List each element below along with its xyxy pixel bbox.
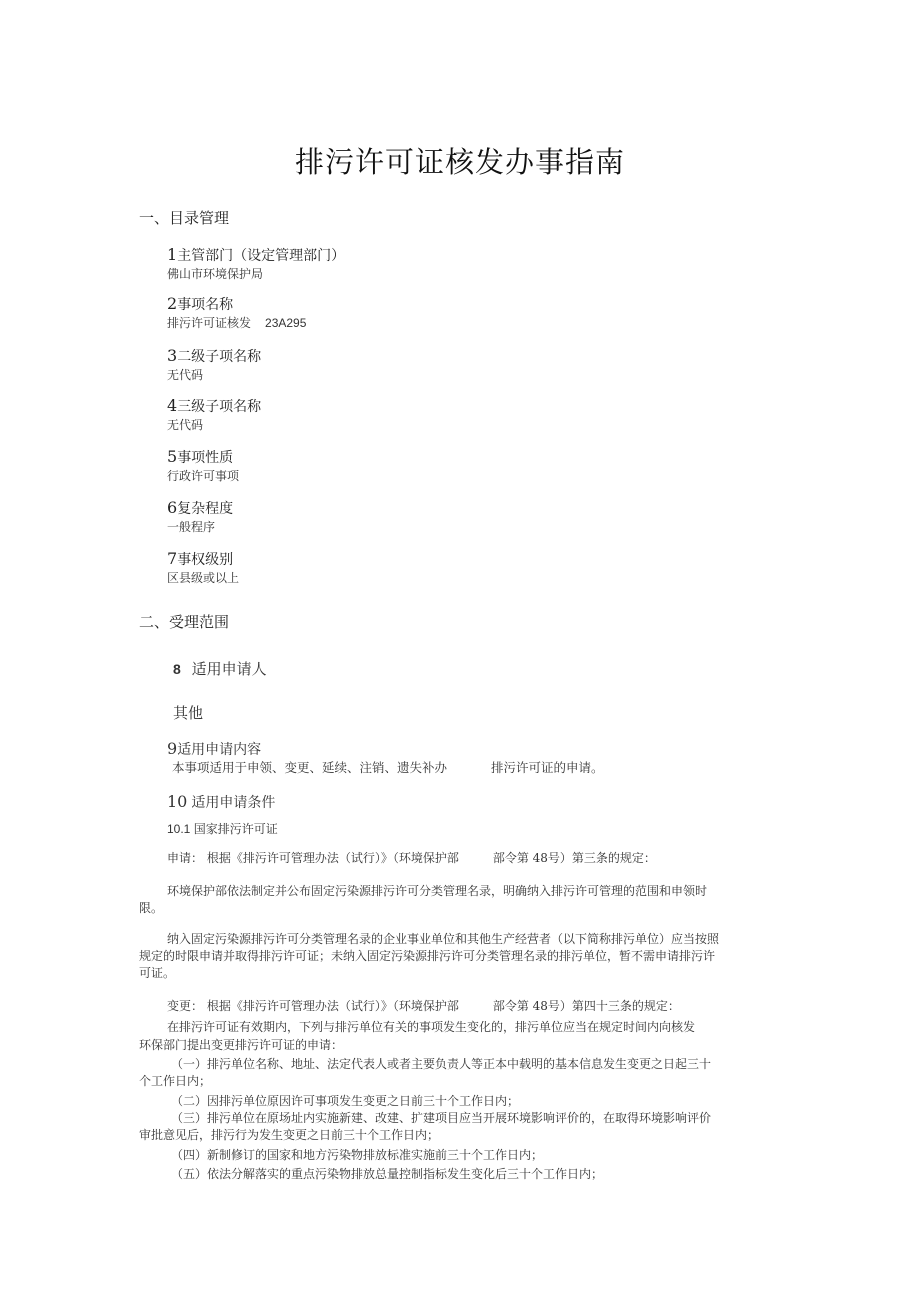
paragraph: 纳入固定污染源排污许可分类管理名录的企业事业单位和其他生产经营者（以下简称排污单位）应当按照规定的时限申请并取得排污许可证；未纳入固定污染源排污许可分类管理名录的排污单位，暂不需申请排污许可证。 xyxy=(139,932,720,980)
item-label: 适用申请条件 xyxy=(191,795,276,811)
change-text: 部令第 48号）第四十三条的规定： xyxy=(492,999,680,1013)
section-heading-catalog: 一、目录管理 xyxy=(139,209,230,227)
item-7 xyxy=(167,550,239,586)
item-2 xyxy=(167,295,306,331)
item-8-value: 其他 xyxy=(173,704,204,722)
item-number: 5 xyxy=(167,447,178,466)
item-value: 一般程序 xyxy=(167,520,216,534)
item-5 xyxy=(167,448,239,484)
change-line xyxy=(167,998,680,1015)
list-item: （一）排污单位名称、地址、法定代表人或者主要负责人等正本中载明的基本信息发生变更之日起三十个工作日内； xyxy=(139,1057,712,1088)
item-number: 10 xyxy=(167,792,188,811)
item-number: 9 xyxy=(167,739,178,758)
item-value: 佛山市环境保护局 xyxy=(167,267,264,281)
section-heading-scope: 二、受理范围 xyxy=(139,613,230,631)
item-value: 排污许可证核发 xyxy=(167,316,252,330)
apply-text: 申请： 根据《排污许可管理办法（试行）》（环境保护部 xyxy=(167,851,459,865)
list-item: （四）新制修订的国家和地方污染物排放标准实施前三十个工作日内； xyxy=(171,1148,544,1162)
item-code: 23A295 xyxy=(265,316,307,330)
item-number: 8 xyxy=(173,661,181,677)
item-4 xyxy=(167,397,261,433)
list-item: （五）依法分解落实的重点污染物排放总量控制指标发生变化后三十个工作日内； xyxy=(171,1167,604,1181)
list-item: （二）因排污单位原因许可事项发生变更之日前三十个工作日内； xyxy=(171,1094,520,1108)
item-label: 适用申请内容 xyxy=(177,742,262,758)
item-9-heading xyxy=(167,740,261,759)
apply-text: 部令第 48号）第三条的规定： xyxy=(492,851,656,865)
item-number: 2 xyxy=(167,294,178,313)
change-text: 变更： 根据《排污许可管理办法（试行）》（环境保护部 xyxy=(167,999,459,1013)
list-item: （三）排污单位在原场址内实施新建、改建、扩建项目应当开展环境影响评价的，在取得环境影响评价审批意见后，排污行为发生变更之日前三十个工作日内； xyxy=(139,1111,712,1142)
item-label: 事权级别 xyxy=(177,552,234,568)
paragraph-line: 环保部门提出变更排污许可证的申请： xyxy=(139,1038,344,1052)
item-label: 三级子项名称 xyxy=(177,399,262,415)
apply-line xyxy=(167,850,656,867)
item-3 xyxy=(167,347,261,383)
item-value: 行政许可事项 xyxy=(167,469,240,483)
item-label: 适用申请人 xyxy=(191,660,267,678)
item-number: 6 xyxy=(167,498,178,517)
item-10-heading xyxy=(167,793,275,812)
page-title: 排污许可证核发办事指南 xyxy=(294,145,625,179)
item-6 xyxy=(167,499,233,535)
item-value: 无代码 xyxy=(167,418,204,432)
item-value: 区县级或以上 xyxy=(167,571,240,585)
item-value: 无代码 xyxy=(167,368,204,382)
item-number: 4 xyxy=(167,396,178,415)
item-value-part: 本事项适用于申领、变更、延续、注销、遗失补办 xyxy=(172,760,448,775)
item-label: 事项性质 xyxy=(177,450,234,466)
item-label: 二级子项名称 xyxy=(177,349,262,365)
item-8-heading xyxy=(173,659,267,679)
item-value-part: 排污许可证的申请。 xyxy=(491,760,604,775)
item-label: 事项名称 xyxy=(177,297,234,313)
item-9-value xyxy=(172,759,604,776)
item-label: 主管部门（设定管理部门） xyxy=(177,248,346,264)
subsection-10-1: 10.1 国家排污许可证 xyxy=(167,822,278,836)
item-number: 7 xyxy=(167,549,178,568)
item-number: 3 xyxy=(167,346,178,365)
item-1 xyxy=(167,246,345,282)
item-label: 复杂程度 xyxy=(177,501,234,517)
item-number: 1 xyxy=(167,245,178,264)
paragraph: 环境保护部依法制定并公布固定污染源排污许可分类管理名录，明确纳入排污许可管理的范围和申领时限。 xyxy=(139,884,708,915)
paragraph-line: 在排污许可证有效期内，下列与排污单位有关的事项发生变化的，排污单位应当在规定时间内向核发 xyxy=(167,1020,696,1034)
